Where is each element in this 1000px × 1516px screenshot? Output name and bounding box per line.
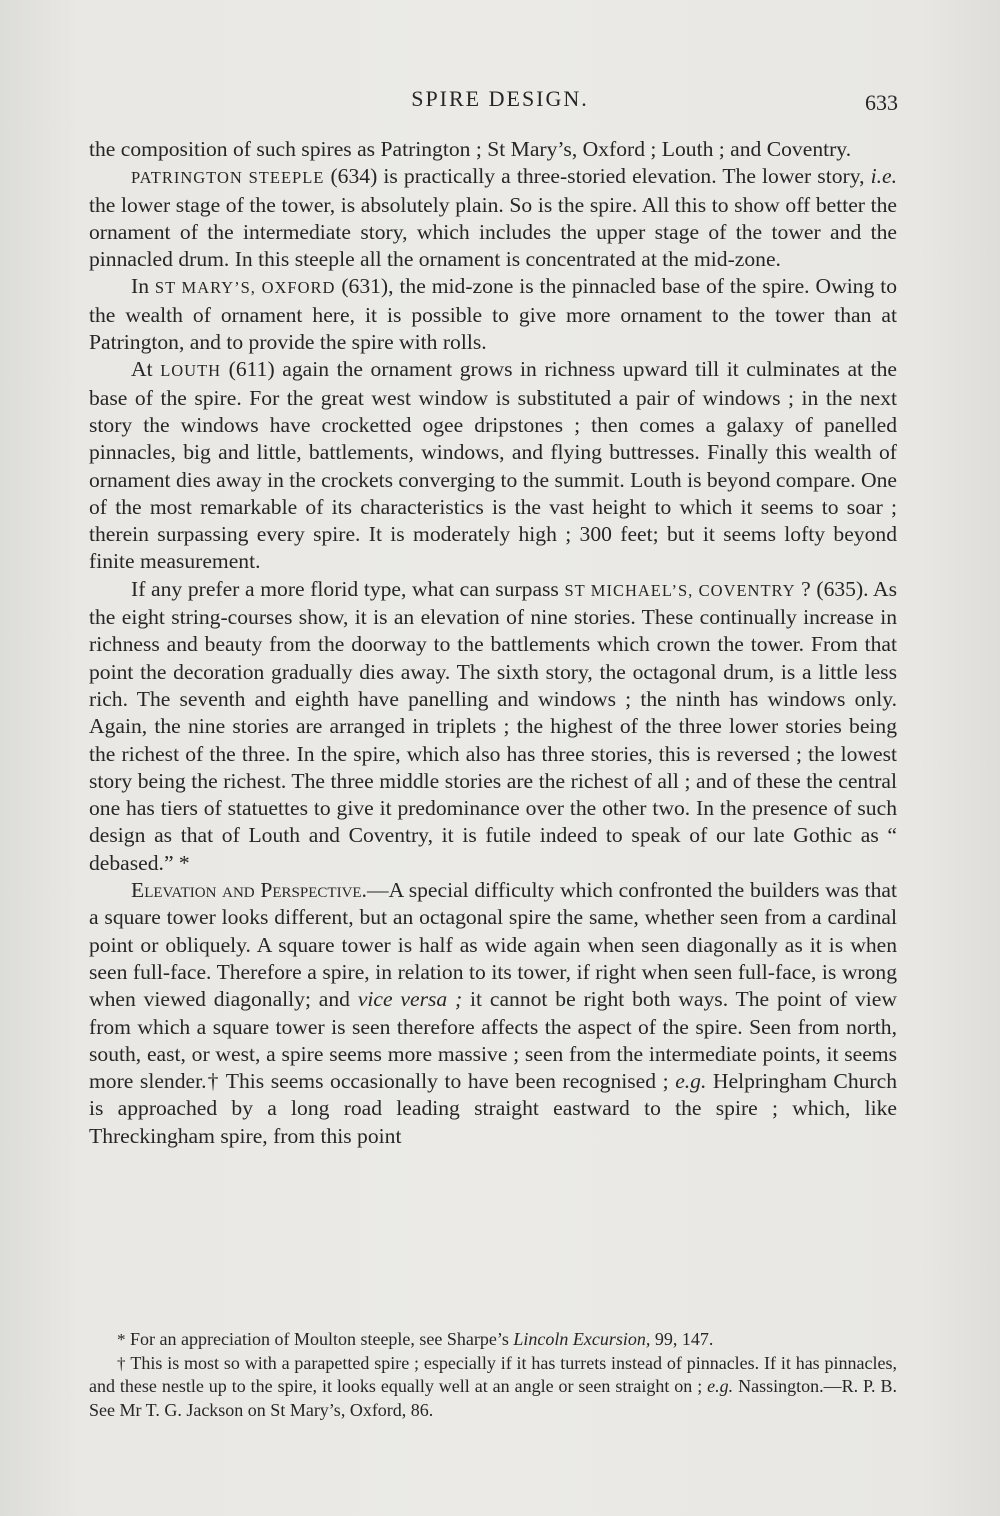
asterisk-mark: * xyxy=(117,1330,126,1349)
text-run: (631), the mid-zone is the pinnacled base of the spire. Owing to the wealth of ornament here, it is possible to give more ornament to the tower than at Patrington, and to provide the spire with rolls. xyxy=(89,274,897,355)
footnotes xyxy=(89,1328,897,1422)
footnote-2 xyxy=(89,1352,897,1423)
italic-run: vice versa ; xyxy=(357,987,463,1012)
italic-run: Lincoln Excursion, xyxy=(513,1329,651,1349)
paragraph-coventry xyxy=(89,576,897,877)
paragraph-elevation-perspective xyxy=(89,877,897,1150)
section-heading: Elevation and Perspective. xyxy=(131,878,367,903)
smallcaps-coventry: ST MICHAEL’S, COVENTRY xyxy=(564,580,796,600)
body-text xyxy=(89,136,897,1150)
text-run: (634) is practically a three-storied elevation. The lower story, xyxy=(324,164,871,189)
italic-run: e.g. xyxy=(707,1376,734,1396)
text-run: Nassington.—R. P. B. See Mr T. G. Jackson on St Mary’s, Oxford, 86. xyxy=(89,1376,897,1420)
paragraph-louth xyxy=(89,356,897,575)
page-title: SPIRE DESIGN. xyxy=(411,86,589,111)
text-run: Helpringham Church is approached by a long road leading straight eastward to the spire ; which, like Threckingham spire, from this point xyxy=(89,1069,897,1148)
smallcaps-patrington: PATRINGTON STEEPLE xyxy=(131,168,325,188)
footnote-1 xyxy=(89,1328,897,1352)
text-run: This is most so with a parapetted spire ; especially if it has turrets instead of pinnacles. If it has pinnacles, and these nestle up to the spire, it looks equally well at an angle or seen straight on ; xyxy=(89,1352,897,1396)
paragraph-coventry-intro: the composition of such spires as Patrington ; St Mary’s, Oxford ; Louth ; and Coventry. xyxy=(89,137,852,161)
running-head xyxy=(0,84,1000,118)
text-run: 99, 147. xyxy=(650,1329,714,1349)
text-run: the lower stage of the tower, is absolutely plain. So is the spire. All this to show off better the ornament of the intermediate story, which includes the upper stage of the tower and the pinnacled drum. In this steeple all the ornament is concentrated at the mid-zone. xyxy=(89,192,897,272)
text-run: At xyxy=(131,357,161,382)
text-run: —A special difficulty which confronted the builders was that a square tower looks different, but an octagonal spire the same, whether seen from a cardinal point or obliquely. A square tower is half as wide again when seen diagonally as it is when seen full-face. Therefore a spire, in relation to its tower, if right when seen full-face, is wrong when viewed diagonally; and xyxy=(89,878,897,1012)
text-run: For an appreciation of Moulton steeple, see Sharpe’s xyxy=(125,1329,514,1349)
paragraph-patrington xyxy=(89,163,897,273)
text-run: (611) again the ornament grows in richness upward till it culminates at the base of the spire. For the great west window is substituted a pair of windows ; in the next story the windows have crocketted ogee dripstones ; then comes a galaxy of panelled pinnacles, big and little, battlements, windows, and flying buttresses. Finally this wealth of ornament dies away in the crockets converging to the summit. Louth is beyond compare. One of the most remarkable of its characteristics is the vast height to which it seems to soar ; therein surpassing every spire. It is moderately high ; 300 feet; but it seems lofty beyond finite measurement. xyxy=(89,357,897,574)
smallcaps-st-marys: ST MARY’S, OXFORD xyxy=(154,278,336,298)
paragraph-st-marys xyxy=(89,273,897,356)
italic-run: e.g. xyxy=(675,1069,707,1094)
text-run: If any prefer a more florid type, what can surpass xyxy=(131,576,565,601)
text-run: In xyxy=(131,274,155,299)
text-run: ? (635). As the eight string-courses show, it is an elevation of nine stories. These continually increase in richness and beauty from the doorway to the battlements which crown the tower. From that point the decoration gradually dies away. The sixth story, the octagonal drum, is a little less rich. The seventh and eighth have panelling and windows ; the ninth has windows only. Again, the nine stories are arranged in triplets ; the highest of the three lower stories being the richest of the three. In the spire, which also has three stories, this is reversed ; the lowest story being the richest. The three middle stories are the richest of all ; and of these the central one has tiers of statuettes to give it predominance over the other two. In the presence of such design as that of Louth and Coventry, it is futile indeed to speak of our late Gothic as “ debased.” * xyxy=(89,576,897,875)
text-run: it cannot be right both ways. The point of view from which a square tower is seen therefore affects the aspect of the spire. Seen from north, south, east, or west, a spire seems more massive ; seen from the intermediate points, it seems more slender.† This seems occasionally to have been recognised ; xyxy=(89,987,897,1094)
dagger-mark: † xyxy=(117,1353,126,1373)
page-number: 633 xyxy=(865,90,898,115)
smallcaps-louth: LOUTH xyxy=(160,361,222,381)
italic-run: i.e. xyxy=(870,164,897,189)
